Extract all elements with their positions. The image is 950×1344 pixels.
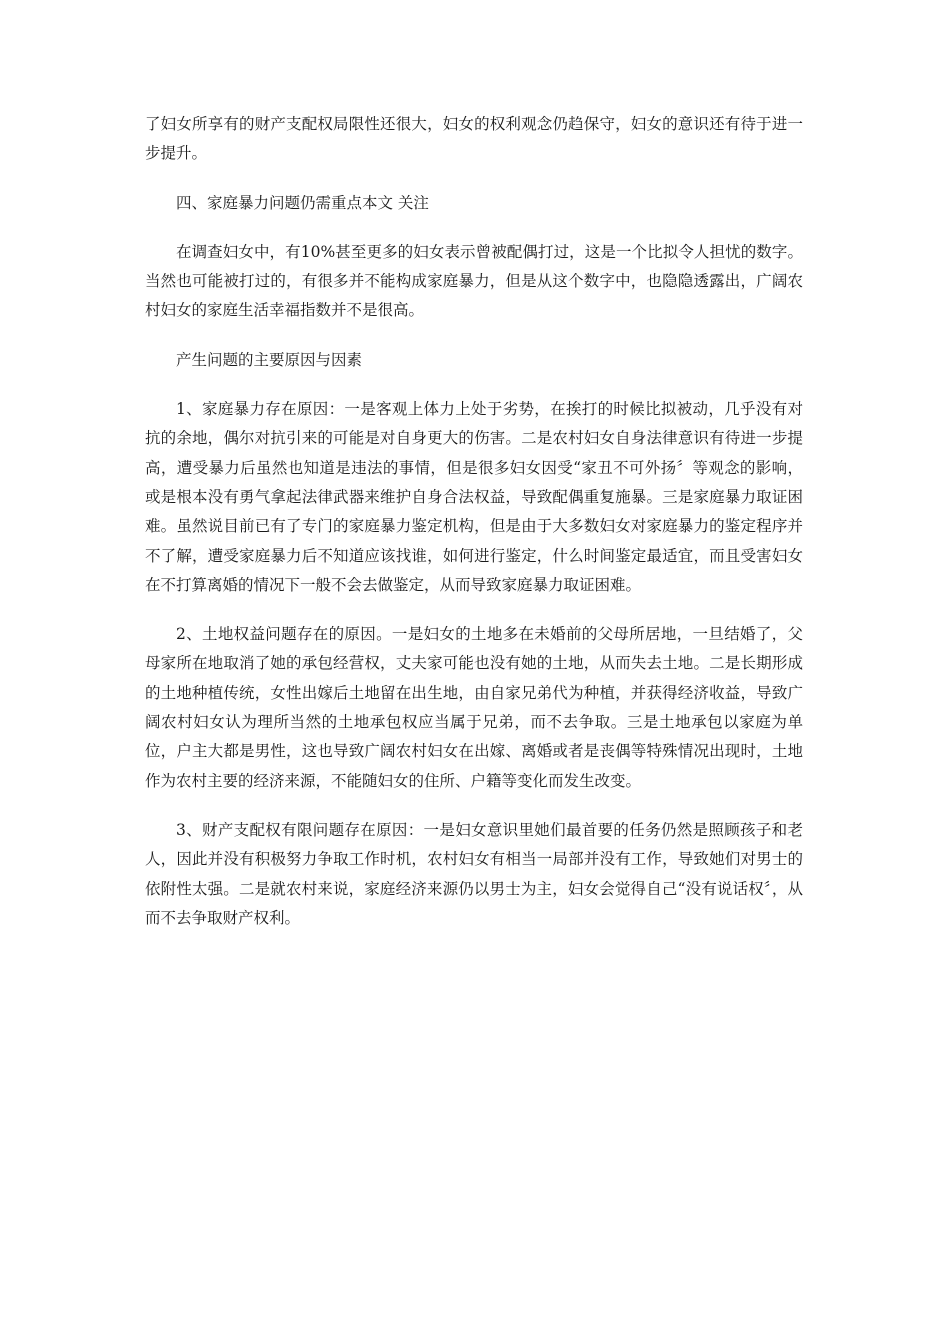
section-heading-domestic-violence: 四、家庭暴力问题仍需重点本文 关注 bbox=[176, 193, 429, 212]
paragraph-cause-land-rights: 2、土地权益问题存在的原因。一是妇女的土地多在未婚前的父母所居地，一旦结婚了，父母家所在地取消了她的承包经营权，丈夫家可能也没有她的土地，从而失去土地。二是长期形成的土地种植传统，女性出嫁后土地留在出生地，由自家兄弟代为种植，并获得经济收益，导致广阔农村妇女认为理所当然的土地承包权应当属于兄弟，而不去争取。三是土地承包以家庭为单位，户主大都是男性，这也导致广阔农村妇女在出嫁、离婚或者是丧偶等特殊情况出现时，土地作为农村主要的经济来源，不能随妇女的住所、户籍等变化而发生改变。 bbox=[145, 625, 803, 790]
paragraph-continuation: 了妇女所享有的财产支配权局限性还很大，妇女的权利观念仍趋保守，妇女的意识还有待于进一步提升。 bbox=[145, 115, 803, 163]
section-heading-causes: 产生问题的主要原因与因素 bbox=[176, 350, 363, 369]
document-body bbox=[145, 110, 803, 953]
paragraph-cause-property-rights: 3、财产支配权有限问题存在原因：一是妇女意识里她们最首要的任务仍然是照顾孩子和老人，因此并没有积极努力争取工作时机，农村妇女有相当一局部并没有工作，导致她们对男士的依附性太强。二是就农村来说，家庭经济来源仍以男士为主，妇女会觉得自己“没有说话权〞，从而不去争取财产权利。 bbox=[145, 820, 803, 927]
paragraph-cause-domestic-violence: 1、家庭暴力存在原因：一是客观上体力上处于劣势，在挨打的时候比拟被动，几乎没有对抗的余地，偶尔对抗引来的可能是对自身更大的伤害。二是农村妇女自身法律意识有待进一步提高，遭受暴力后虽然也知道是违法的事情，但是很多妇女因受“家丑不可外扬〞等观念的影响，或是根本没有勇气拿起法律武器来维护自身合法权益，导致配偶重复施暴。三是家庭暴力取证困难。虽然说目前已有了专门的家庭暴力鉴定机构，但是由于大多数妇女对家庭暴力的鉴定程序并不了解，遭受家庭暴力后不知道应该找谁，如何进行鉴定，什么时间鉴定最适宜，而且受害妇女在不打算离婚的情况下一般不会去做鉴定，从而导致家庭暴力取证困难。 bbox=[145, 400, 803, 594]
paragraph-survey-findings: 在调查妇女中，有10%甚至更多的妇女表示曾被配偶打过，这是一个比拟令人担忧的数字。当然也可能被打过的，有很多并不能构成家庭暴力，但是从这个数字中，也隐隐透露出，广阔农村妇女的家庭生活幸福指数并不是很高。 bbox=[145, 242, 803, 320]
